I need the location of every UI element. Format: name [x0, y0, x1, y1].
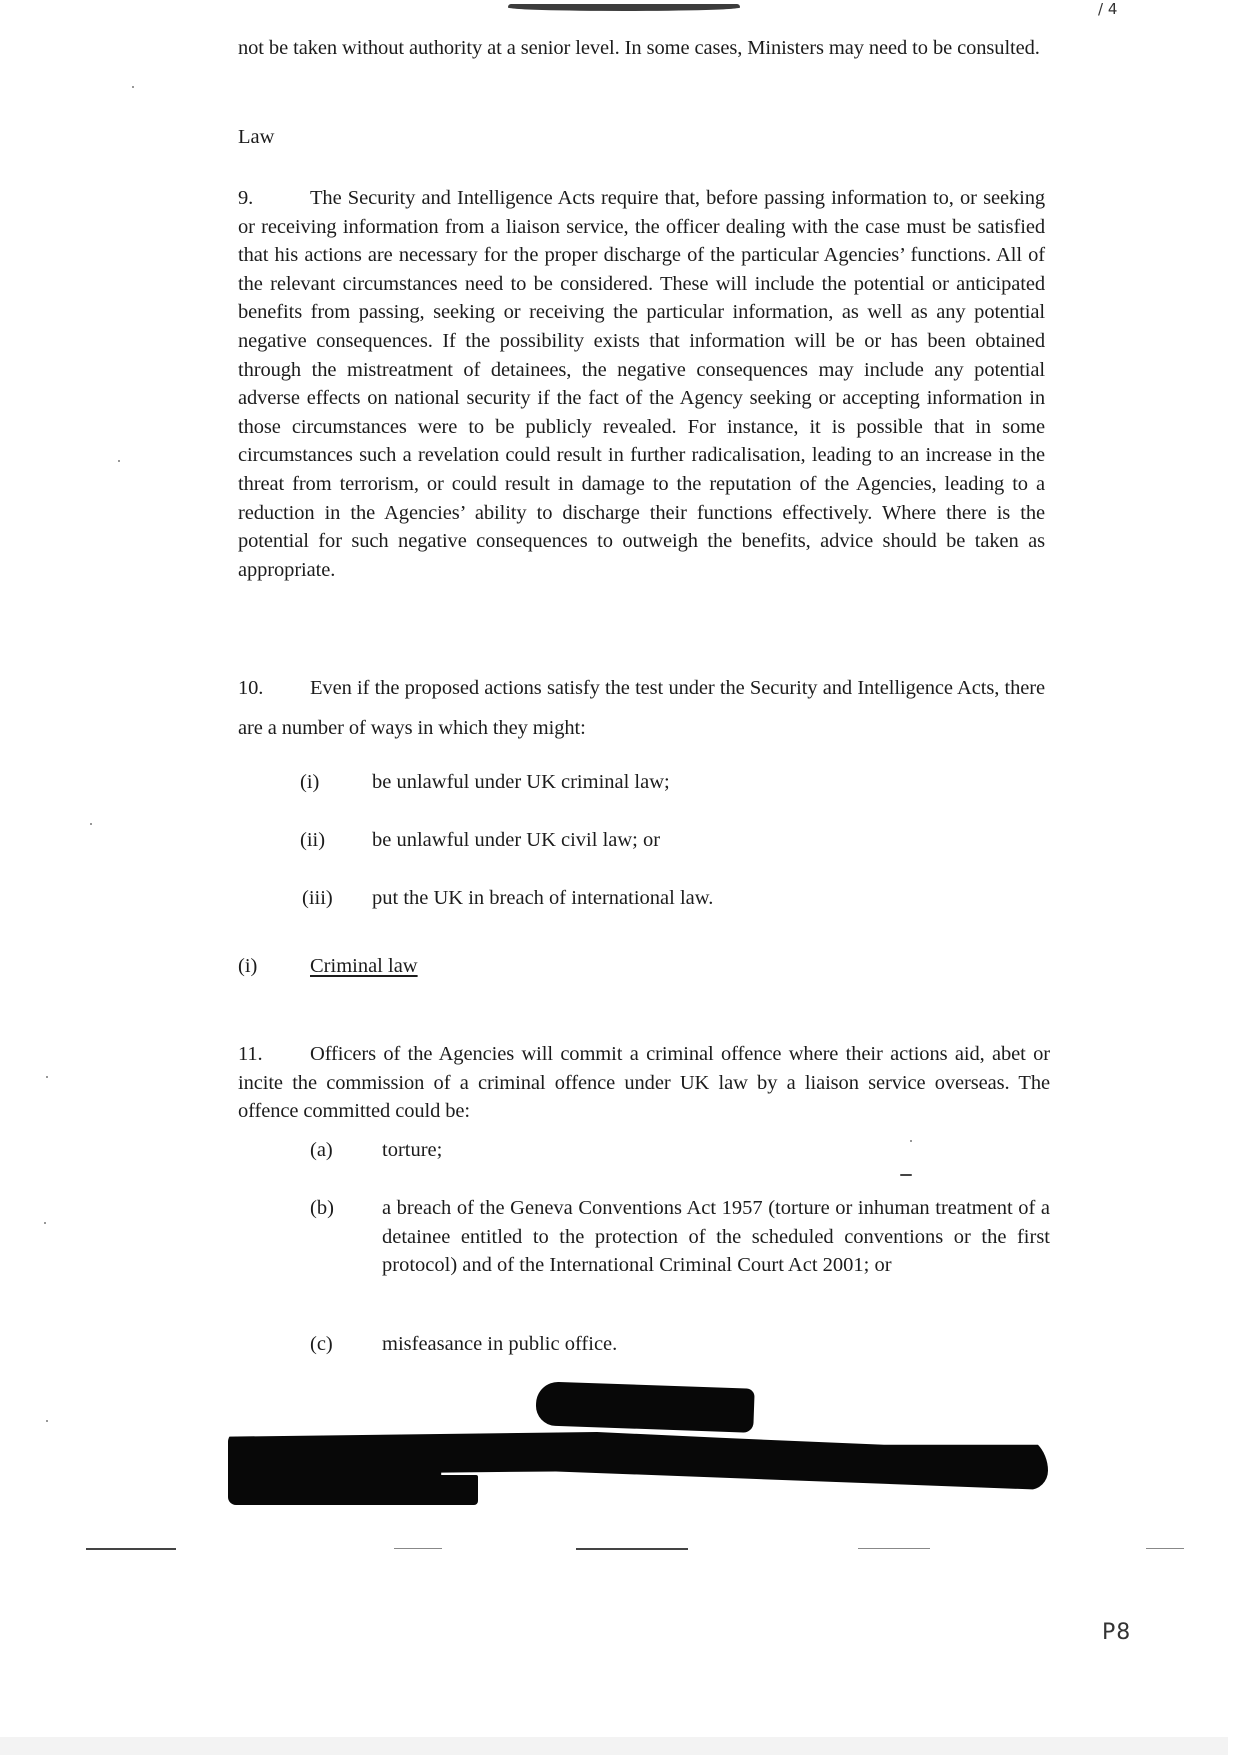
redaction-block [535, 1381, 754, 1433]
scan-speck [44, 1222, 46, 1224]
paragraph-text: The Security and Intelligence Acts require that, before passing information to, or seeking or receiving information from a liaison service, the officer dealing with the case must be satisfied that his actions are necessary for the proper discharge of the particular Agencies’ functions. All of the relevant circumstances need to be considered. These will include the potential or anticipated benefits from passing, seeking or receiving the particular information, as well as any potential negative consequences. If the possibility exists that information will be or has been obtained through the mistreatment of detainees, the negative consequences may include any potential adverse effects on national security if the fact of the Agency seeking or accepting information in those circumstances were to be publicly revealed. For instance, it is possible that in some circumstances such a revelation could result in further radicalisation, leading to an increase in the threat from terrorism, or could result in damage to the reputation of the Agencies, leading to a reduction in the Agencies’ ability to discharge their functions effectively. Where there is the potential for such negative consequences to outweigh the benefits, advice should be taken as appropriate. [238, 187, 1045, 581]
top-redaction-mark [508, 4, 740, 11]
scan-speck [132, 86, 134, 88]
list-label: (b) [310, 1197, 334, 1219]
intro-paragraph: not be taken without authority at a senior level. In some cases, Ministers may need to be consulted. [238, 37, 1040, 59]
page-number: P8 [1102, 1620, 1132, 1645]
list-label: (iii) [302, 887, 333, 909]
list-text: be unlawful under UK criminal law; [372, 771, 670, 793]
scan-speck [46, 1076, 48, 1078]
scan-edge [0, 1737, 1228, 1755]
paragraph-number: 11. [238, 1043, 263, 1065]
scan-speck [910, 1140, 912, 1142]
list-text: be unlawful under UK civil law; or [372, 829, 661, 851]
scan-speck [90, 823, 92, 825]
paragraph-11 [238, 1040, 1050, 1126]
paragraph-text: Officers of the Agencies will commit a criminal offence where their actions aid, abet or incite the commission of a criminal offence under UK law by a liaison service overseas. The offence committed could be: [238, 1043, 1050, 1123]
section-label: (i) [238, 955, 258, 977]
list-label: (c) [310, 1333, 333, 1355]
paragraph-10 [238, 668, 1045, 748]
footer-rule [858, 1548, 930, 1549]
paragraph-9 [238, 184, 1045, 584]
list-label: (a) [310, 1139, 333, 1161]
list-text: misfeasance in public office. [382, 1333, 618, 1355]
footer-rule [86, 1548, 176, 1550]
top-page-reference: / 4 [1098, 0, 1118, 18]
list-text: torture; [382, 1139, 443, 1161]
list-label: (ii) [300, 829, 326, 851]
list-text: put the UK in breach of international law. [372, 887, 714, 909]
section-heading-law: Law [238, 126, 275, 148]
paragraph-number: 10. [238, 677, 264, 699]
footer-rule [1146, 1548, 1184, 1549]
section-heading-text: Criminal law [310, 955, 418, 977]
footer-rule [394, 1548, 442, 1549]
footer-rule [576, 1548, 688, 1550]
paragraph-number: 9. [238, 187, 254, 209]
list-text: a breach of the Geneva Conventions Act 1957 (torture or inhuman treatment of a detainee entitled to the protection of the scheduled conventions or the first protocol) and of the International Criminal Court Act 2001; or [382, 1197, 1050, 1277]
scan-speck [900, 1174, 912, 1176]
scan-speck [118, 460, 120, 462]
redaction-block [228, 1475, 478, 1505]
paragraph-text: Even if the proposed actions satisfy the test under the Security and Intelligence Acts, there are a number of ways in which they might: [238, 677, 1045, 739]
list-label: (i) [300, 771, 320, 793]
scan-speck [46, 1420, 48, 1422]
